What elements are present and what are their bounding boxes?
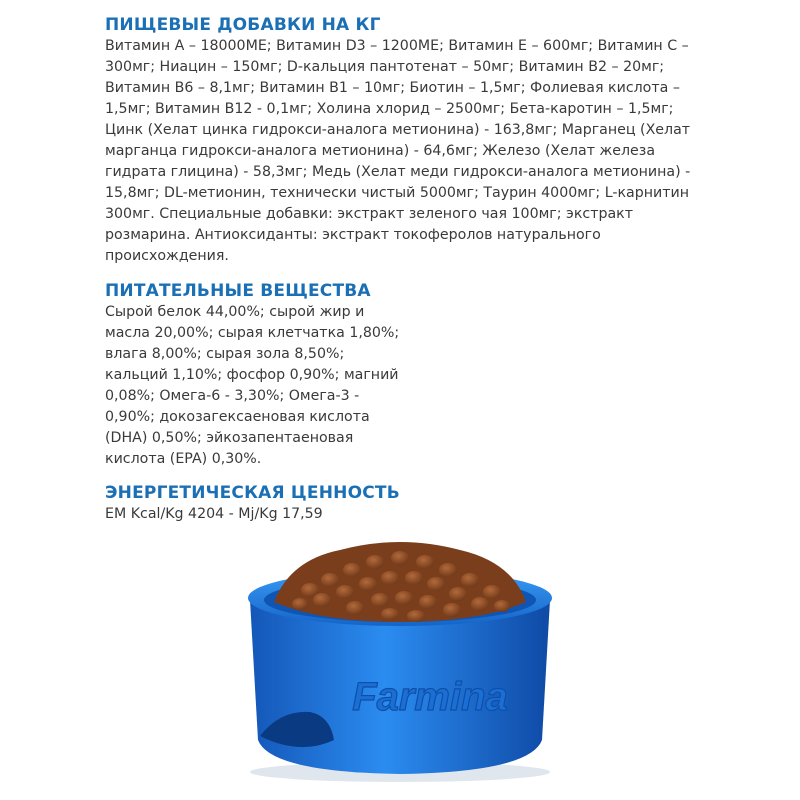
energy-section [105,482,505,525]
bowl-brand-logo: Farmina [352,675,508,719]
food-bowl-illustration [230,540,570,785]
additives-text: Витамин А – 18000МЕ; Витамин D3 – 1200МЕ; Витамин Е – 600мг; Витамин С – 300мг; Ниацин – 150мг; D-кальция пантотенат – 50мг; Витамин В2 – 20мг; Витамин В6 – 8,1мг; Витамин В1 – 10мг; Биотин – 1,5мг; Фолиевая кислота – 1,5мг; Витамин В12 - 0,1мг; Холина хлорид – 2500мг; Бета-каротин – 1,5мг; Цинк (Хелат цинка гидрокси-аналога метионина) - 163,8мг; Марганец (Хелат марганца гидрокси-аналога метионина) - 64,6мг; Железо (Хелат железа гидрата глицина) - 58,3мг; Медь (Хелат меди гидрокси-аналога метионина) - 15,8мг; DL-метионин, технически чистый 5000мг; Таурин 4000мг; L-карнитин 300мг. Специальные добавки: экстракт зеленого чая 100мг; экстракт розмарина. Антиоксиданты: экстракт токоферолов натурального происхождения. [105,38,691,264]
energy-heading: ЭНЕРГЕТИЧЕСКАЯ ЦЕННОСТЬ [105,483,400,503]
energy-text: EM Kcal/Kg 4204 - Mj/Kg 17,59 [105,506,323,522]
nutrients-section [105,280,405,470]
nutrients-heading: ПИТАТЕЛЬНЫЕ ВЕЩЕСТВА [105,281,371,301]
additives-heading: ПИЩЕВЫЕ ДОБАВКИ НА КГ [105,15,381,35]
nutrients-text: Сырой белок 44,00%; сырой жир и масла 20,00%; сырая клетчатка 1,80%; влага 8,00%; сырая зола 8,50%; кальций 1,10%; фосфор 0,90%; магний 0,08%; Омега-6 - 3,30%; Омега-3 - 0,90%; докозагексаеновая кислота (DHA) 0,50%; эйкозапентаеновая кислота (EPA) 0,30%. [105,304,400,467]
additives-section [105,14,695,267]
food-bowl-image [230,540,570,785]
